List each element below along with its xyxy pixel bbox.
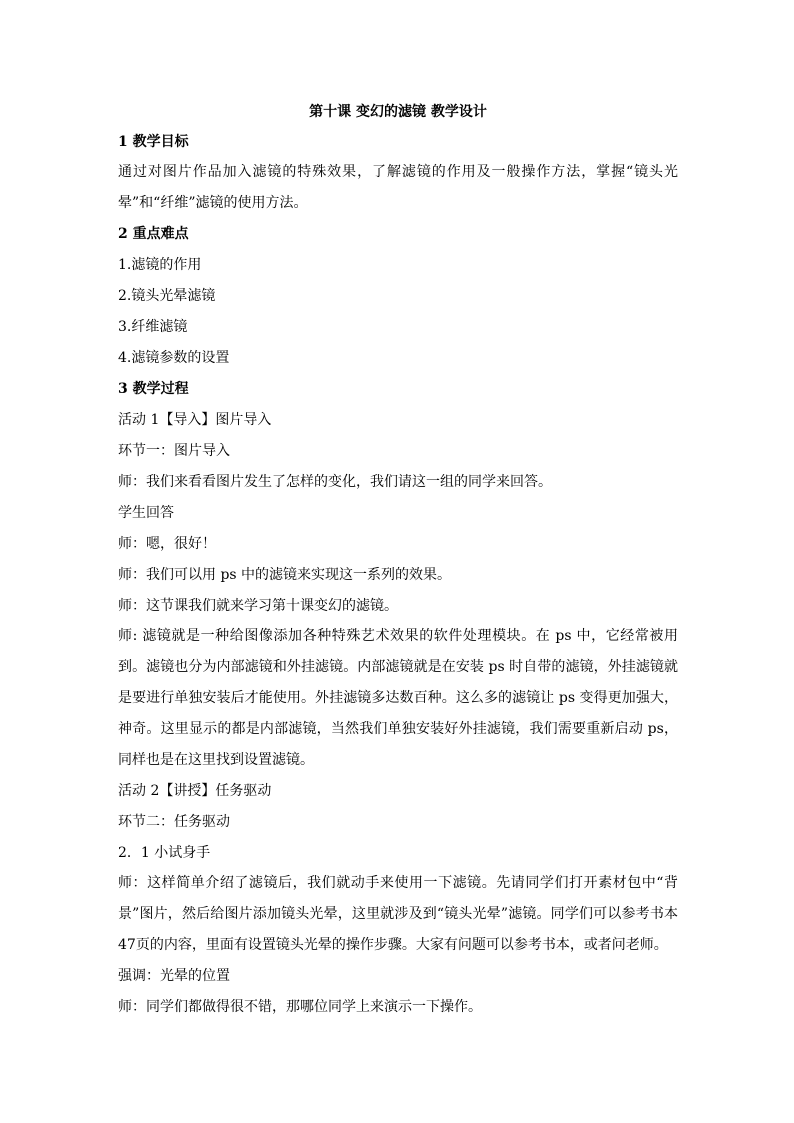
activity-2-label: 活动 2【讲授】任务驱动	[118, 783, 272, 799]
heading-teaching-process: 3 教学过程	[118, 381, 189, 397]
dialogue-line: 师：这节课我们就来学习第十课变幻的滤镜。	[118, 598, 398, 614]
section-2-1-label: 2．1 小试身手	[118, 845, 211, 861]
objective-block	[118, 157, 678, 219]
document-page	[118, 102, 678, 1028]
key-point-item: 4.滤镜参数的设置	[118, 350, 230, 366]
step-1-label: 环节一：图片导入	[118, 443, 230, 459]
key-point-item: 2.镜头光晕滤镜	[118, 288, 216, 304]
task-paragraph: 师：这样简单介绍了滤镜后，我们就动手来使用一下滤镜。先请同学们打开素材包中“背景”图片，然后给图片添加镜头光晕，这里就涉及到“镜头光晕”滤镜。同学们可以参考书本 47页的内容，里面有设置镜头光晕的操作步骤。大家有问题可以参考书本，或者问老师。	[118, 875, 678, 953]
key-point-item: 3.纤维滤镜	[118, 319, 188, 335]
heading-teaching-objectives: 1 教学目标	[118, 134, 189, 150]
dialogue-line: 师：嗯，很好！	[118, 536, 216, 552]
objective-paragraph: 通过对图片作品加入滤镜的特殊效果，了解滤镜的作用及一般操作方法，掌握“镜头光晕”和“纤维”滤镜的使用方法。	[118, 164, 678, 211]
task-block	[118, 868, 678, 961]
filters-explanation-block	[118, 621, 678, 776]
dialogue-line: 师：同学们都做得很不错，那哪位同学上来演示一下操作。	[118, 999, 482, 1015]
emphasis-line: 强调：光晕的位置	[118, 968, 230, 984]
step-2-label: 环节二：任务驱动	[118, 814, 230, 830]
dialogue-line: 师：我们可以用 ps 中的滤镜来实现这一系列的效果。	[118, 567, 452, 583]
document-title: 第十课 变幻的滤镜 教学设计	[309, 104, 487, 120]
heading-key-points: 2 重点难点	[118, 226, 189, 242]
filters-explanation-paragraph: 师: 滤镜就是一种给图像添加各种特殊艺术效果的软件处理模块。在 ps 中，它经常被用到。滤镜也分为内部滤镜和外挂滤镜。内部滤镜就是在安装 ps 时自带的滤镜，外挂滤镜就是要进行单独安装后才能使用。外挂滤镜多达数百种。这么多的滤镜让 ps 变得更加强大，神奇。这里显示的都是内部滤镜，当然我们单独安装好外挂滤镜，我们需要重新启动 ps，同样也是在这里找到设置滤镜。	[118, 628, 678, 768]
dialogue-line: 师：我们来看看图片发生了怎样的变化，我们请这一组的同学来回答。	[118, 474, 552, 490]
dialogue-line: 学生回答	[118, 505, 174, 521]
key-point-item: 1.滤镜的作用	[118, 257, 202, 273]
activity-1-label: 活动 1【导入】图片导入	[118, 412, 272, 428]
